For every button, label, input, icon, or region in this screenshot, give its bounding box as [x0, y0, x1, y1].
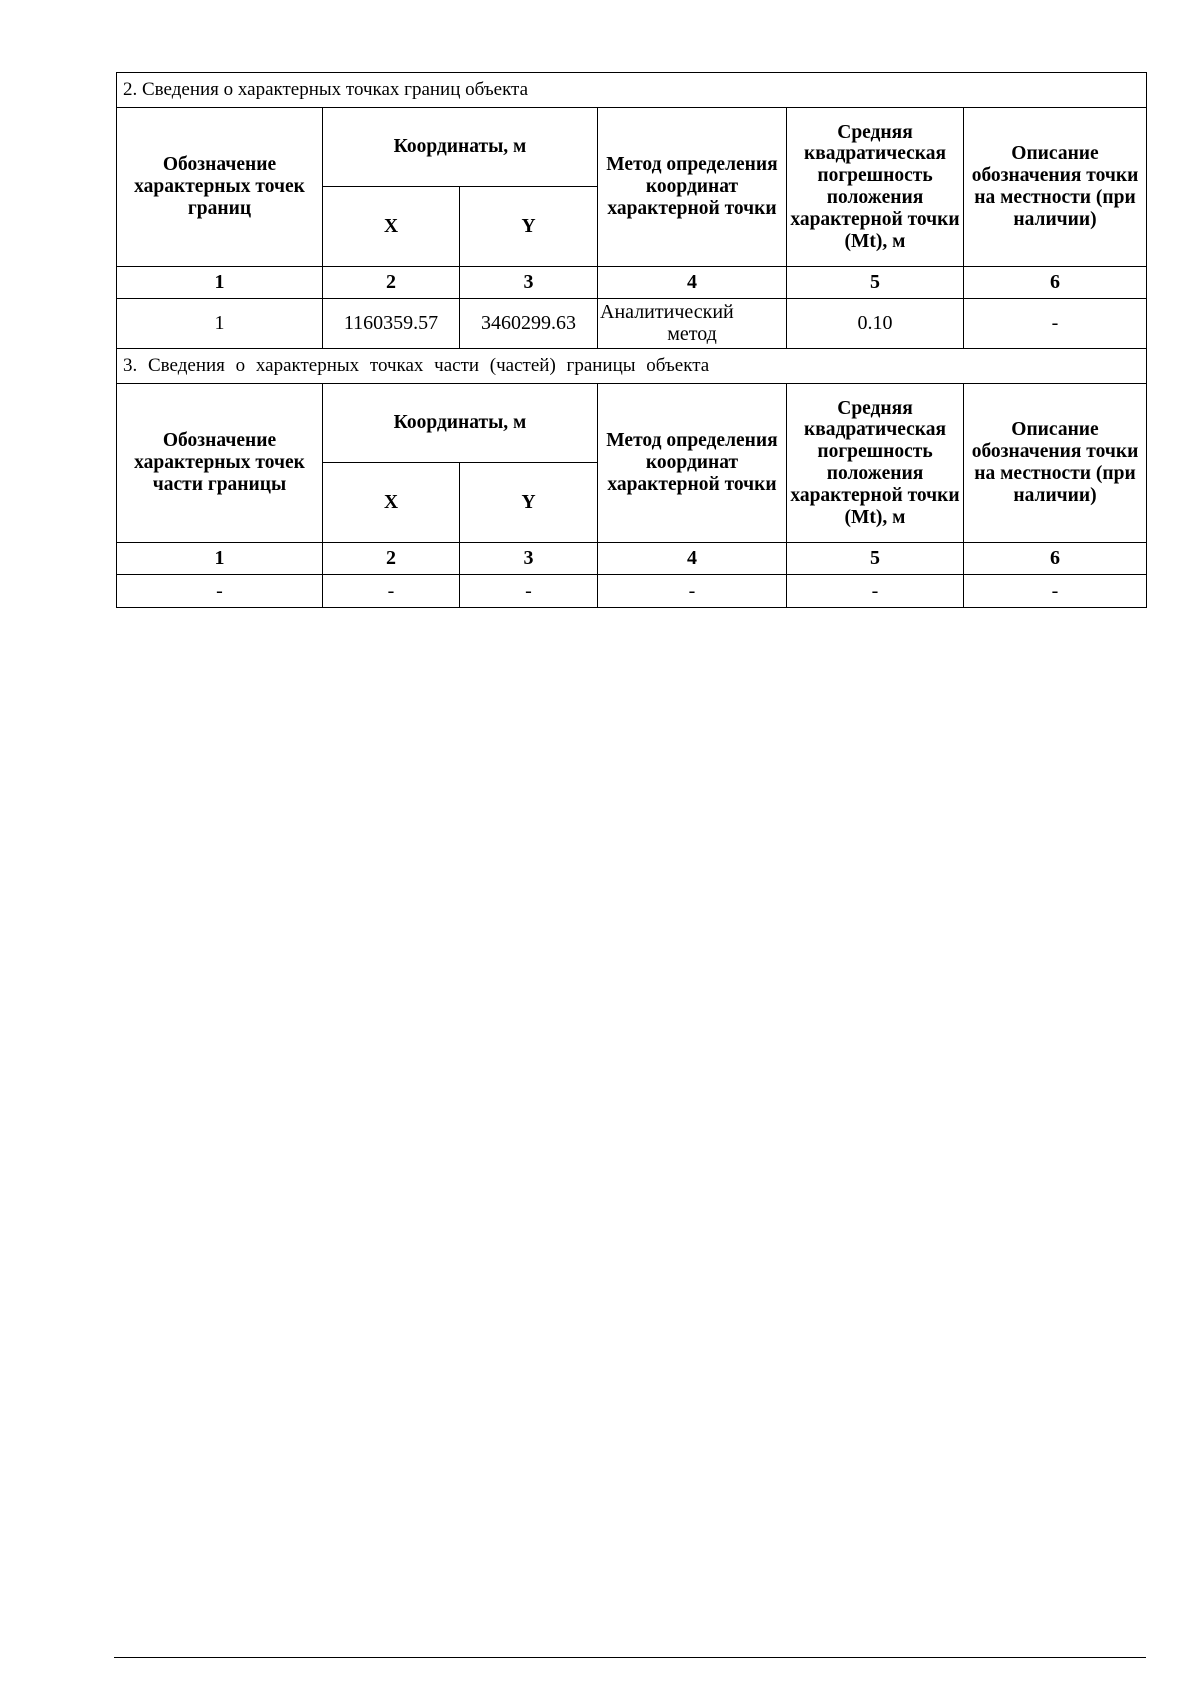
- point-x: 1160359.57: [323, 299, 460, 349]
- section3-column-number: 1: [117, 543, 323, 575]
- section3-column-number: 5: [787, 543, 964, 575]
- section3-column-number: 6: [964, 543, 1147, 575]
- section2-column-number: 3: [460, 267, 598, 299]
- footer-divider: [114, 1657, 1146, 1658]
- section2-header-coordinates: Координаты, м: [323, 108, 598, 187]
- section2-column-number: 2: [323, 267, 460, 299]
- point-designation: 1: [117, 299, 323, 349]
- section2-header-description: Описание обозначения точки на местности (при наличии): [964, 108, 1147, 267]
- section3-title-row: [117, 349, 1147, 384]
- section3-header-coordinates: Координаты, м: [323, 384, 598, 463]
- boundary-points-table: [116, 72, 1147, 608]
- section2-column-numbers-row: [117, 267, 1147, 299]
- part-point-x: -: [323, 575, 460, 608]
- section3-header-method: Метод определения координат характерной точки: [598, 384, 787, 543]
- part-point-method: -: [598, 575, 787, 608]
- section3-title: 3. Сведения о характерных точках части (частей) границы объекта: [117, 349, 1147, 384]
- section3-column-number: 4: [598, 543, 787, 575]
- table-row: [117, 299, 1147, 349]
- section2-title: 2. Сведения о характерных точках границ объекта: [117, 73, 1147, 108]
- section3-header-x: X: [323, 463, 460, 543]
- section2-title-row: [117, 73, 1147, 108]
- point-method: [598, 299, 787, 349]
- part-point-designation: -: [117, 575, 323, 608]
- section2-header-method: Метод определения координат характерной точки: [598, 108, 787, 267]
- part-point-y: -: [460, 575, 598, 608]
- section3-header-description: Описание обозначения точки на местности (при наличии): [964, 384, 1147, 543]
- section2-column-number: 1: [117, 267, 323, 299]
- point-y: 3460299.63: [460, 299, 598, 349]
- point-method-line1: Аналитический: [600, 300, 734, 323]
- section3-header-error: Средняя квадратическая погрешность положения характерной точки (Mt), м: [787, 384, 964, 543]
- section3-header-row: [117, 384, 1147, 463]
- section2-column-number: 4: [598, 267, 787, 299]
- section2-column-number: 5: [787, 267, 964, 299]
- section3-column-numbers-row: [117, 543, 1147, 575]
- section2-header-x: X: [323, 187, 460, 267]
- section3-column-number: 2: [323, 543, 460, 575]
- section3-column-number: 3: [460, 543, 598, 575]
- point-error: 0.10: [787, 299, 964, 349]
- section3-header-y: Y: [460, 463, 598, 543]
- section2-column-number: 6: [964, 267, 1147, 299]
- section2-header-y: Y: [460, 187, 598, 267]
- part-point-description: -: [964, 575, 1147, 608]
- section2-header-row: [117, 108, 1147, 187]
- point-method-line2: метод: [667, 322, 717, 345]
- section3-header-designation: Обозначение характерных точек части границы: [117, 384, 323, 543]
- section2-header-designation: Обозначение характерных точек границ: [117, 108, 323, 267]
- part-point-error: -: [787, 575, 964, 608]
- point-description: -: [964, 299, 1147, 349]
- section2-header-error: Средняя квадратическая погрешность положения характерной точки (Mt), м: [787, 108, 964, 267]
- table-row: [117, 575, 1147, 608]
